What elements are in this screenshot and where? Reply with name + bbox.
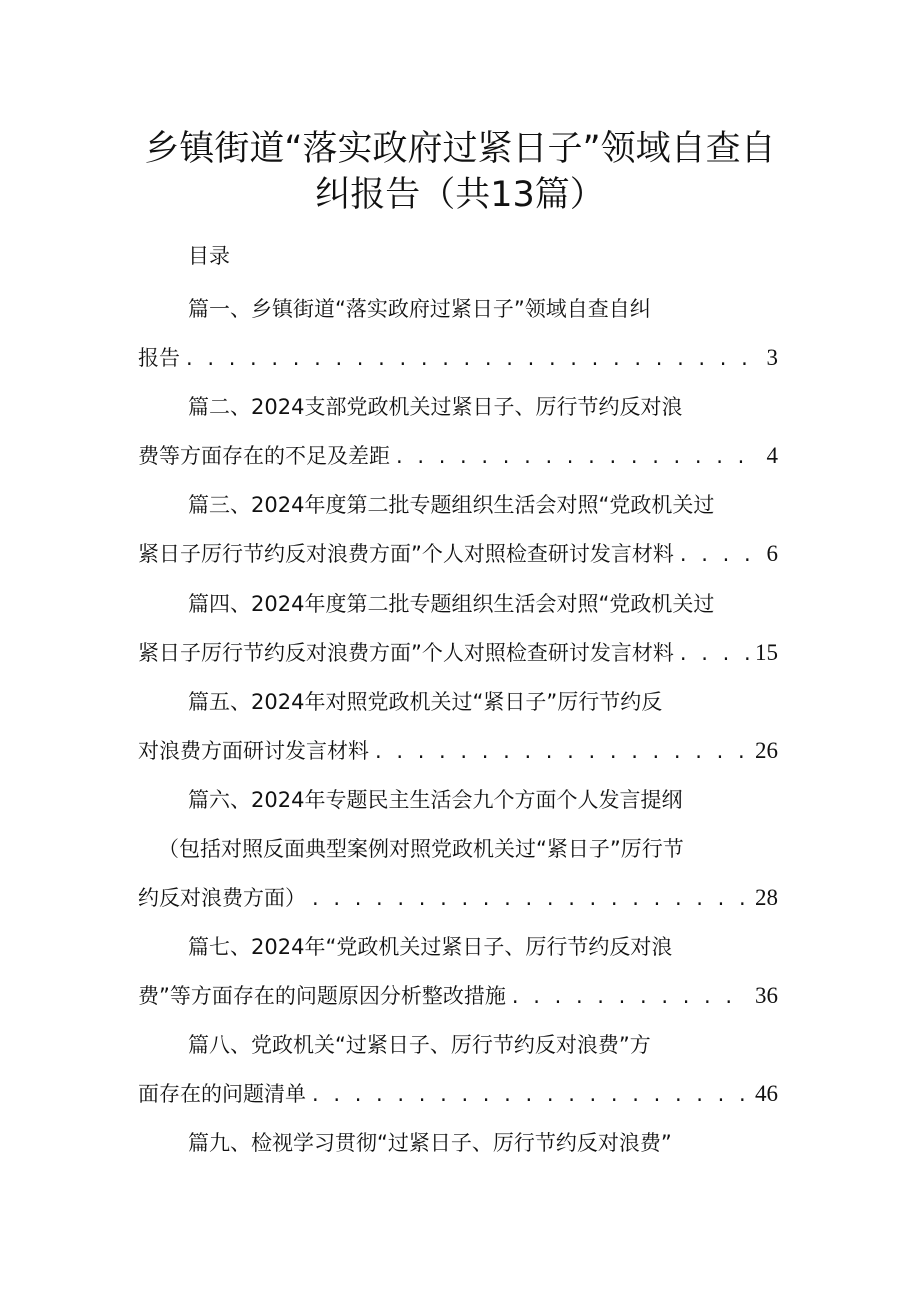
document-title-line-2: 纠报告（共13篇）: [315, 175, 605, 215]
toc-entry-2-line[interactable]: 篇二、2024支部党政机关过紧日子、厉行节约反对浪: [188, 395, 683, 419]
toc-entry-text: 对浪费方面研讨发言材料: [138, 739, 369, 763]
toc-entry-6-line[interactable]: 篇六、2024年专题民主生活会九个方面个人发言提纲: [188, 788, 683, 812]
toc-entry-text: 报告: [138, 346, 180, 370]
toc-page-number: 36: [755, 983, 778, 1008]
toc-page-number: 46: [755, 1081, 778, 1106]
dot-leader: [312, 882, 749, 914]
toc-entry-4-line[interactable]: 篇四、2024年度第二批专题组织生活会对照“党政机关过: [188, 592, 715, 616]
toc-entry-3-line[interactable]: 篇三、2024年度第二批专题组织生活会对照“党政机关过: [188, 493, 715, 517]
toc-entry-text: 费”等方面存在的问题原因分析整改措施: [138, 984, 506, 1008]
toc-entry-5-line[interactable]: 篇五、2024年对照党政机关过“紧日子”厉行节约反: [188, 690, 663, 714]
toc-entry-8-line[interactable]: 篇八、党政机关“过紧日子、厉行节约反对浪费”方: [188, 1033, 651, 1057]
toc-entry-2-leader[interactable]: [138, 440, 778, 472]
toc-page-number: 28: [755, 885, 778, 910]
toc-entry-text: 紧日子厉行节约反对浪费方面”个人对照检查研讨发言材料: [138, 641, 674, 665]
toc-entry-6-leader[interactable]: [138, 882, 778, 914]
dot-leader: [680, 637, 749, 669]
toc-entry-text: 紧日子厉行节约反对浪费方面”个人对照检查研讨发言材料: [138, 542, 674, 566]
dot-leader: [312, 1078, 749, 1110]
toc-entry-7-line[interactable]: 篇七、2024年“党政机关过紧日子、厉行节约反对浪: [188, 935, 673, 959]
toc-entry-1-line[interactable]: 篇一、乡镇街道“落实政府过紧日子”领域自查自纠: [188, 297, 651, 321]
dot-leader: [512, 980, 749, 1012]
toc-page-number: 15: [755, 640, 778, 665]
toc-entry-text: 费等方面存在的不足及差距: [138, 444, 390, 468]
toc-page-number: 3: [766, 345, 778, 370]
document-title-line-1: 乡镇街道“落实政府过紧日子”领域自查自: [144, 129, 776, 169]
dot-leader: [680, 538, 761, 570]
toc-entry-1-leader[interactable]: [138, 342, 778, 374]
toc-entry-9-line[interactable]: 篇九、检视学习贯彻“过紧日子、厉行节约反对浪费”: [188, 1131, 672, 1155]
toc-heading: 目录: [188, 244, 230, 268]
dot-leader: [396, 440, 761, 472]
toc-entry-3-leader[interactable]: [138, 538, 778, 570]
dot-leader: [375, 735, 749, 767]
toc-entry-text: 约反对浪费方面）: [138, 886, 306, 910]
toc-entry-8-leader[interactable]: [138, 1078, 778, 1110]
toc-entry-7-leader[interactable]: [138, 980, 778, 1012]
toc-page-number: 6: [766, 541, 778, 566]
toc-entry-5-leader[interactable]: [138, 735, 778, 767]
toc-page-number: 4: [766, 443, 778, 468]
dot-leader: [186, 342, 761, 374]
toc-entry-4-leader[interactable]: [138, 637, 778, 669]
toc-entry-6-line-2[interactable]: （包括对照反面典型案例对照党政机关过“紧日子”厉行节: [158, 837, 684, 861]
toc-page-number: 26: [755, 738, 778, 763]
toc-entry-text: 面存在的问题清单: [138, 1082, 306, 1106]
